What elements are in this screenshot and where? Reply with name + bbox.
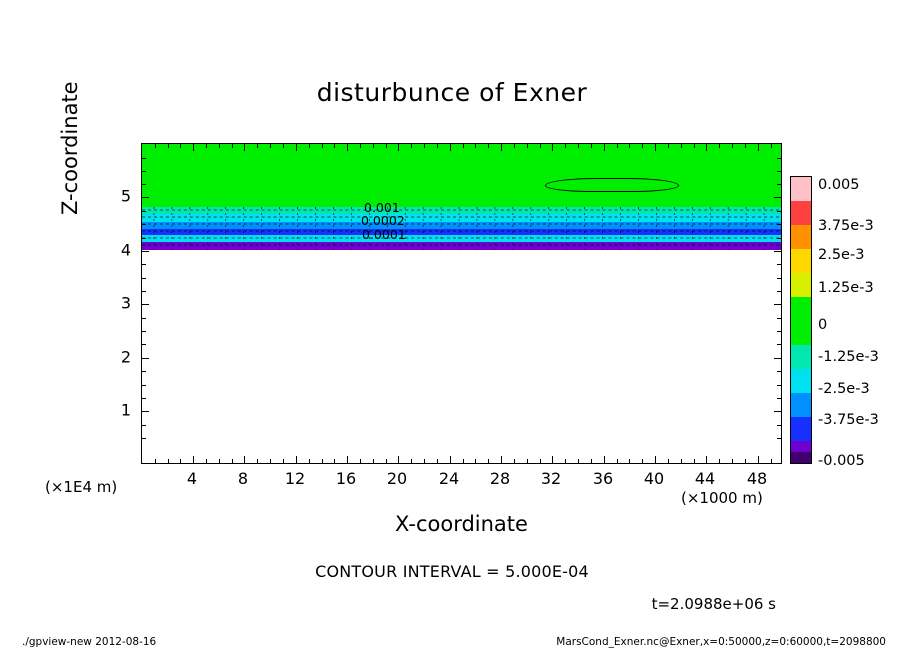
x-tick-minor	[578, 144, 579, 148]
x-tick-minor	[617, 144, 618, 148]
y-tick-minor	[142, 344, 146, 345]
x-tick-major	[758, 456, 759, 463]
x-tick-minor	[565, 459, 566, 463]
y-tick-minor	[142, 425, 146, 426]
x-tick-label: 28	[489, 469, 511, 488]
y-tick-minor	[142, 371, 146, 372]
contour-value-label: 0.0002	[361, 213, 405, 228]
x-tick-minor	[694, 144, 695, 148]
field-band-stack	[142, 207, 781, 250]
footer-left-note: ./gpview-new 2012-08-16	[22, 636, 157, 648]
x-tick-minor	[745, 459, 746, 463]
x-tick-minor	[719, 144, 720, 148]
colorbar-tick-label: -1.25e-3	[818, 349, 879, 365]
y-tick-major	[142, 411, 149, 412]
y-tick-minor	[142, 224, 146, 225]
y-tick-label: 3	[120, 293, 131, 313]
y-tick-minor	[777, 398, 781, 399]
y-tick-label: 5	[120, 186, 131, 206]
x-tick-minor	[360, 459, 361, 463]
x-tick-minor	[732, 459, 733, 463]
colorbar-cell	[791, 441, 811, 452]
page-title: disturbunce of Exner	[316, 78, 588, 107]
y-tick-minor	[142, 318, 146, 319]
x-tick-label: 24	[438, 469, 460, 488]
closed-contour-line	[545, 178, 679, 192]
x-tick-minor	[322, 144, 323, 148]
y-tick-minor	[777, 211, 781, 212]
x-tick-major	[604, 456, 605, 463]
y-tick-major	[142, 197, 149, 198]
y-tick-major	[774, 358, 781, 359]
x-tick-minor	[629, 144, 630, 148]
x-tick-minor	[219, 144, 220, 148]
colorbar-tick-label: -2.5e-3	[818, 381, 870, 397]
contour-value-label: 0.001	[364, 200, 400, 215]
x-tick-minor	[283, 144, 284, 148]
x-tick-major	[398, 456, 399, 463]
y-tick-major	[142, 304, 149, 305]
x-tick-minor	[591, 459, 592, 463]
x-tick-minor	[180, 144, 181, 148]
x-tick-major	[450, 456, 451, 463]
x-tick-minor	[437, 459, 438, 463]
x-tick-minor	[681, 459, 682, 463]
x-tick-minor	[668, 459, 669, 463]
x-tick-minor	[488, 144, 489, 148]
colorbar-cell	[791, 369, 811, 393]
y-tick-minor	[142, 291, 146, 292]
y-tick-minor	[777, 371, 781, 372]
y-tick-minor	[777, 344, 781, 345]
x-tick-minor	[463, 459, 464, 463]
x-tick-label: 40	[643, 469, 665, 488]
x-tick-minor	[540, 144, 541, 148]
y-tick-major	[142, 251, 149, 252]
contour-hatch	[142, 207, 781, 250]
colorbar	[790, 176, 812, 464]
x-tick-minor	[373, 144, 374, 148]
colorbar-cell	[791, 452, 811, 463]
x-tick-major	[347, 456, 348, 463]
y-tick-minor	[142, 158, 146, 159]
x-tick-minor	[322, 459, 323, 463]
x-tick-major	[450, 144, 451, 151]
x-tick-major	[244, 456, 245, 463]
x-tick-minor	[540, 459, 541, 463]
field-region-neutral	[142, 144, 781, 207]
x-tick-minor	[334, 459, 335, 463]
x-tick-major	[655, 456, 656, 463]
y-tick-major	[774, 197, 781, 198]
x-tick-major	[655, 144, 656, 151]
footer-right-note: MarsCond_Exner.nc@Exner,x=0:50000,z=0:60000,t=2098800	[556, 636, 886, 648]
x-tick-minor	[232, 144, 233, 148]
colorbar-tick-label: 0.005	[818, 177, 860, 193]
x-tick-minor	[257, 144, 258, 148]
x-tick-minor	[668, 144, 669, 148]
y-tick-minor	[142, 264, 146, 265]
x-tick-major	[398, 144, 399, 151]
x-tick-label: 36	[592, 469, 614, 488]
y-tick-minor	[777, 264, 781, 265]
x-tick-major	[552, 144, 553, 151]
x-tick-minor	[578, 459, 579, 463]
x-axis-unit: (×1000 m)	[681, 489, 763, 507]
y-tick-minor	[142, 278, 146, 279]
x-tick-minor	[270, 144, 271, 148]
colorbar-cell	[791, 249, 811, 273]
x-tick-minor	[463, 144, 464, 148]
x-tick-major	[193, 456, 194, 463]
x-tick-minor	[257, 459, 258, 463]
colorbar-cell	[791, 225, 811, 249]
y-tick-major	[774, 411, 781, 412]
x-tick-label: 20	[386, 469, 408, 488]
x-tick-minor	[591, 144, 592, 148]
x-tick-minor	[386, 144, 387, 148]
x-tick-minor	[565, 144, 566, 148]
x-tick-minor	[283, 459, 284, 463]
x-tick-minor	[219, 459, 220, 463]
y-tick-minor	[777, 171, 781, 172]
x-tick-minor	[309, 144, 310, 148]
x-tick-minor	[514, 144, 515, 148]
x-tick-minor	[309, 459, 310, 463]
x-tick-minor	[360, 144, 361, 148]
x-tick-minor	[180, 459, 181, 463]
y-tick-minor	[142, 331, 146, 332]
x-tick-minor	[424, 144, 425, 148]
colorbar-cell	[791, 393, 811, 417]
x-tick-major	[347, 144, 348, 151]
x-tick-minor	[527, 459, 528, 463]
contour-interval-note: CONTOUR INTERVAL = 5.000E-04	[315, 562, 589, 581]
x-tick-major	[193, 144, 194, 151]
x-tick-minor	[488, 459, 489, 463]
x-tick-label: 4	[186, 469, 198, 488]
y-tick-minor	[777, 385, 781, 386]
x-tick-label: 44	[694, 469, 716, 488]
x-tick-major	[706, 144, 707, 151]
colorbar-cell	[791, 201, 811, 225]
y-tick-minor	[777, 331, 781, 332]
y-tick-minor	[777, 224, 781, 225]
x-tick-minor	[771, 144, 772, 148]
y-tick-major	[774, 251, 781, 252]
x-tick-label: 8	[237, 469, 249, 488]
x-axis-title: X-coordinate	[395, 512, 528, 536]
y-tick-minor	[777, 438, 781, 439]
x-tick-minor	[155, 459, 156, 463]
y-tick-minor	[142, 184, 146, 185]
y-tick-minor	[777, 158, 781, 159]
x-tick-minor	[373, 459, 374, 463]
x-tick-minor	[155, 144, 156, 148]
x-tick-minor	[411, 459, 412, 463]
x-tick-minor	[514, 459, 515, 463]
colorbar-tick-label: 2.5e-3	[818, 247, 865, 263]
x-tick-minor	[411, 144, 412, 148]
colorbar-cell	[791, 297, 811, 345]
y-axis-title: Z-coordinate	[58, 81, 82, 215]
z-axis-unit: (×1E4 m)	[45, 478, 118, 496]
colorbar-tick-label: -0.005	[818, 453, 865, 469]
y-tick-minor	[142, 398, 146, 399]
x-tick-minor	[732, 144, 733, 148]
x-tick-minor	[629, 459, 630, 463]
x-tick-minor	[719, 459, 720, 463]
y-tick-minor	[777, 238, 781, 239]
y-tick-label: 1	[120, 400, 131, 420]
x-tick-major	[706, 456, 707, 463]
y-tick-minor	[142, 385, 146, 386]
x-tick-major	[244, 144, 245, 151]
x-tick-major	[552, 456, 553, 463]
x-tick-minor	[527, 144, 528, 148]
x-tick-minor	[232, 459, 233, 463]
plot-area	[141, 143, 782, 464]
y-tick-minor	[777, 278, 781, 279]
x-tick-minor	[206, 459, 207, 463]
x-tick-minor	[642, 144, 643, 148]
y-tick-minor	[142, 171, 146, 172]
x-tick-label: 32	[540, 469, 562, 488]
contour-value-label: 0.0001	[362, 227, 406, 242]
x-tick-minor	[475, 144, 476, 148]
y-tick-minor	[142, 238, 146, 239]
colorbar-cell	[791, 417, 811, 441]
x-tick-major	[501, 456, 502, 463]
x-tick-minor	[168, 144, 169, 148]
colorbar-tick-label: -3.75e-3	[818, 412, 879, 428]
x-tick-minor	[168, 459, 169, 463]
x-tick-minor	[694, 459, 695, 463]
x-tick-minor	[681, 144, 682, 148]
x-tick-major	[758, 144, 759, 151]
y-tick-major	[142, 358, 149, 359]
colorbar-cell	[791, 273, 811, 297]
x-tick-minor	[334, 144, 335, 148]
x-tick-minor	[771, 459, 772, 463]
x-tick-minor	[270, 459, 271, 463]
x-tick-minor	[642, 459, 643, 463]
y-tick-minor	[777, 291, 781, 292]
y-tick-minor	[777, 184, 781, 185]
x-tick-minor	[617, 459, 618, 463]
y-tick-minor	[142, 438, 146, 439]
y-tick-minor	[777, 318, 781, 319]
x-tick-minor	[475, 459, 476, 463]
x-tick-major	[296, 456, 297, 463]
x-tick-label: 12	[284, 469, 306, 488]
colorbar-cell	[791, 177, 811, 201]
x-tick-major	[604, 144, 605, 151]
y-tick-minor	[142, 211, 146, 212]
y-tick-label: 4	[120, 240, 131, 260]
x-tick-minor	[386, 459, 387, 463]
y-tick-label: 2	[120, 347, 131, 367]
x-tick-label: 16	[335, 469, 357, 488]
x-tick-major	[501, 144, 502, 151]
colorbar-tick-label: 3.75e-3	[818, 218, 874, 234]
x-tick-minor	[424, 459, 425, 463]
colorbar-tick-label: 0	[818, 317, 828, 333]
x-tick-minor	[206, 144, 207, 148]
y-tick-major	[774, 304, 781, 305]
x-tick-minor	[745, 144, 746, 148]
colorbar-tick-label: 1.25e-3	[818, 280, 874, 296]
y-tick-minor	[777, 425, 781, 426]
time-annotation: t=2.0988e+06 s	[651, 595, 776, 613]
x-tick-label: 48	[746, 469, 768, 488]
x-tick-major	[296, 144, 297, 151]
x-tick-minor	[437, 144, 438, 148]
colorbar-cell	[791, 345, 811, 369]
